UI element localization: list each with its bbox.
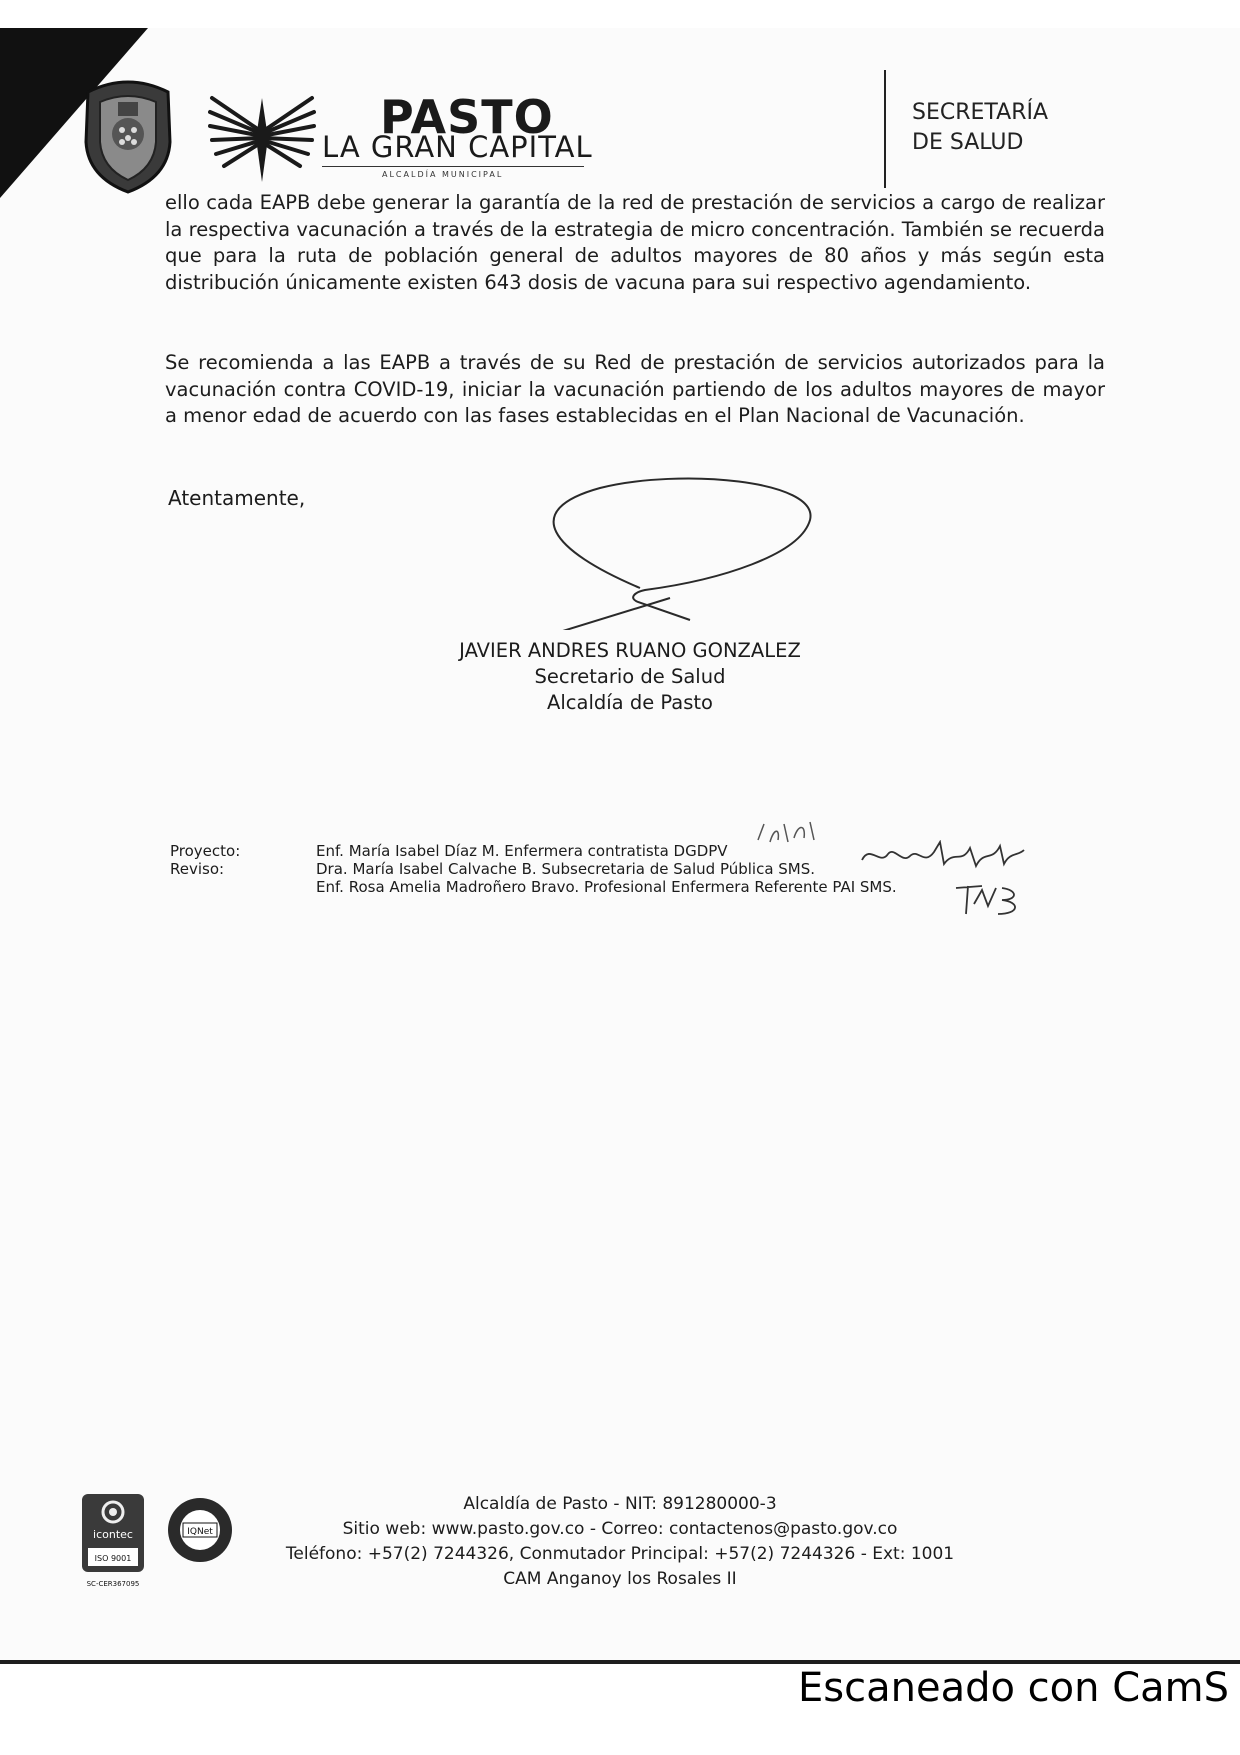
footer-line: CAM Anganoy los Rosales II xyxy=(503,1569,737,1589)
footer-contact xyxy=(270,1492,970,1592)
department-line-2: DE SALUD xyxy=(912,130,1024,155)
department-name xyxy=(912,98,1048,158)
department-line-1: SECRETARÍA xyxy=(912,100,1049,125)
iqnet-certification-icon xyxy=(166,1496,234,1564)
body-paragraph-2: Se recomienda a las EAPB a través de su Red de prestación de servicios autorizados para la vacunación contra COVID-19, iniciar la vacunación partiendo de los adultos mayores de mayor a menor edad de acuerdo con las fases establecidas en el Plan Nacional de Vacunación. xyxy=(165,351,1105,427)
icontec-certification-icon xyxy=(80,1492,146,1592)
review-entry: Enf. María Isabel Díaz M. Enfermera contratista DGDPV xyxy=(316,842,728,860)
footer-line: Teléfono: +57(2) 7244326, Conmutador Principal: +57(2) 7244326 - Ext: 1001 xyxy=(285,1544,955,1564)
review-labels xyxy=(170,842,240,878)
signer-title: Secretario de Salud xyxy=(534,665,726,688)
cert-code: SC-CER367095 xyxy=(86,1580,140,1588)
page-bottom-edge xyxy=(0,1660,1240,1664)
signer-office: Alcaldía de Pasto xyxy=(547,691,713,714)
brand-divider xyxy=(322,166,584,167)
brand-small-caption: ALCALDÍA MUNICIPAL xyxy=(382,170,504,179)
review-entry: Enf. Rosa Amelia Madroñero Bravo. Profesional Enfermera Referente PAI SMS. xyxy=(316,878,897,896)
signer-name: JAVIER ANDRES RUANO GONZALEZ xyxy=(459,639,801,662)
review-entry: Dra. María Isabel Calvache B. Subsecretaria de Salud Pública SMS. xyxy=(316,860,816,878)
brand-title: PASTO xyxy=(380,90,554,144)
review-label-reviewed: Reviso: xyxy=(170,860,225,878)
footer-line: Alcaldía de Pasto - NIT: 891280000-3 xyxy=(463,1494,777,1514)
brand-subtitle: LA GRAN CAPITAL xyxy=(322,130,593,164)
icontec-label: icontec xyxy=(93,1528,133,1541)
handwritten-signature xyxy=(520,470,820,630)
iso-label: ISO 9001 xyxy=(94,1554,132,1563)
handwritten-initials xyxy=(858,840,1028,872)
handwritten-initials xyxy=(952,880,1022,920)
header-divider xyxy=(884,70,886,188)
closing-salutation: Atentamente, xyxy=(168,486,306,510)
pasto-emblem-icon xyxy=(208,78,316,186)
handwritten-date-mark xyxy=(754,818,824,848)
review-entries xyxy=(316,842,897,896)
iqnet-label: IQNet xyxy=(187,1527,213,1537)
footer-line: Sitio web: www.pasto.gov.co - Correo: contactenos@pasto.gov.co xyxy=(342,1519,898,1539)
review-label-project: Proyecto: xyxy=(170,842,241,860)
body-paragraph-1: ello cada EAPB debe generar la garantía de la red de prestación de servicios a cargo de realizar la respectiva vacunación a través de la estrategia de micro concentración. También se recuerda que para la ruta de población general de adultos mayores de 80 años y más según esta distribución únicamente existen 643 dosis de vacuna para sui respectivo agendamiento. xyxy=(165,191,1105,294)
coat-of-arms-icon xyxy=(78,72,178,194)
scanner-watermark: Escaneado con CamS xyxy=(798,1665,1229,1711)
signer-block xyxy=(420,638,840,716)
